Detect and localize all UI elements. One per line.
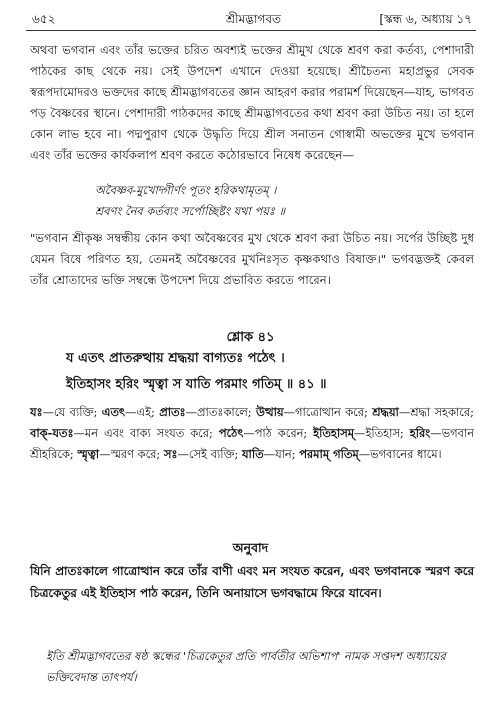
synonym-word: বাক্-যতঃ (30, 426, 74, 440)
synonym-meaning: —গাত্রোত্থান করে; (283, 405, 373, 419)
translation-heading: অনুবাদ (232, 540, 269, 555)
synonym-word: হরিং (409, 426, 431, 440)
page-header (26, 8, 476, 31)
synonym-meaning: —সেই ব্যক্তি; (177, 447, 242, 461)
running-title: শ্রীমদ্ভাগবত (226, 12, 282, 26)
synonym-meaning: —মন এবং বাক্য সংযত করে; (73, 426, 219, 440)
synonym-meaning: —পাঠ করেন; (243, 426, 314, 440)
synonym-meaning: —ভগবান শ্রীহরিকে; (30, 426, 474, 461)
synonym-meaning: —ভগবানের ধামে। (358, 447, 442, 461)
purport-paragraph-2: "ভগবান শ্রীকৃষ্ণ সম্বন্ধীয় কোন কথা অবৈষ্ণবের মুখ থেকে শ্রবণ করা উচিত নয়। সর্পের উচ্ছিষ্ট দুধ যেমন বিষে পরিণত হয়, তেমনই অবৈষ্ণবের মুখনিঃসৃত কৃষ্ণকথাও বিষাক্ত।" ভগবদ্ভক্তই কেবল তাঁর শ্রোতাদের ভক্তি সম্বন্ধে উপদেশ দিয়ে প্রভাবিত করতে পারেন। (30, 231, 474, 287)
synonym-word: স্মৃত্বা (77, 447, 100, 461)
shloka-text (66, 346, 486, 398)
quoted-verse (95, 180, 455, 222)
section-reference: [স্কন্ধ ৬, অধ্যায় ১৭ (379, 12, 472, 26)
synonym-word: পরমাম্ গতিম্ (299, 447, 359, 461)
synonym-word: পঠেৎ (218, 426, 244, 440)
quoted-verse-line-1: অবৈষ্ণব-মুখোদ্গীর্ণং পূতং হরিকথামৃতম্ । (95, 183, 277, 197)
synonym-word: ইতিহাসম্ (313, 426, 355, 440)
quoted-verse-line-2: শ্রবণং নৈব কর্তব্যং সর্পোচ্ছিষ্টং যথা পয়ঃ ॥ (95, 204, 286, 218)
synonym-meaning: —স্মরণ করে; (99, 447, 164, 461)
translation-text: যিনি প্রাতঃকালে গাত্রোত্থান করে তাঁর বাণী এবং মন সংযত করেন, এবং ভগবানকে স্মরণ করে চিত্রকেতুর এই ইতিহাস পাঠ করেন, তিনি অনায়াসে ভগবদ্ধামে ফিরে যাবেন। (30, 564, 474, 600)
purport-paragraph-1: অথবা ভগবান এবং তাঁর ভক্তের চরিত অবশ্যই ভক্তের শ্রীমুখ থেকে শ্রবণ করা কর্তব্য, পেশাদারী পাঠকের কাছ থেকে নয়। সেই উপদেশ এখানে দেওয়া হয়েছে। শ্রীচৈতন্য মহাপ্রভুর সেবক স্বরূপদামোদরও ভক্তদের কাছে শ্রীমদ্ভাগবতের জ্ঞান আহরণ করার পরামর্শ দিয়েছেন—যাহ, ভাগবত পড় বৈষ্ণবের স্থানে। পেশাদারী পাঠকদের কাছে শ্রীমদ্ভাগবতের কথা শ্রবণ করা উচিত নয়। তা হলে কোন লাভ হবে না। পদ্মপুরাণ থেকে উদ্ধৃতি দিয়ে শ্রীল সনাতন গোস্বামী অভক্তের মুখে ভগবান এবং তাঁর ভক্তের কার্যকলাপ শ্রবণ করতে কঠোরভাবে নিষেধ করেছেন— (30, 43, 474, 162)
synonym-word: প্রাতঃ (159, 405, 186, 419)
chapter-colophon: ইতি শ্রীমদ্ভাগবতের ষষ্ঠ স্কন্ধের 'চিত্রকেতুর প্রতি পার্বতীর অভিশাপ' নামক সপ্তদশ অধ্যায়ের ভক্তিবেদান্ত তাৎপর্য। (46, 649, 446, 684)
synonym-word: শ্রদ্ধয়া (372, 405, 399, 419)
synonym-meaning: —যান; (263, 447, 300, 461)
shloka-heading: শ্লোক ৪১ (226, 330, 275, 345)
synonym-word: যঃ (30, 405, 43, 419)
synonym-meaning: —প্রাতঃকালে; (185, 405, 256, 419)
shloka-line-2: ইতিহাসং হরিং স্মৃত্বা স যাতি পরমাং গতিম্ ॥ ৪১ ॥ (66, 377, 327, 392)
synonym-meaning: —যে ব্যক্তি; (42, 405, 102, 419)
synonym-word: সঃ (163, 447, 178, 461)
word-meanings (30, 402, 474, 465)
synonym-word: যাতি (242, 447, 264, 461)
synonym-meaning: —এই; (125, 405, 160, 419)
synonym-word: উত্থায় (255, 405, 284, 419)
synonym-word: এতৎ (101, 405, 126, 419)
synonym-meaning: —শ্রদ্ধা সহকারে; (398, 405, 474, 419)
synonym-meaning: —ইতিহাস; (354, 426, 410, 440)
page-number: ৬৫২ (32, 12, 56, 26)
shloka-line-1: য এতৎ প্রাতরুত্থায় শ্রদ্ধয়া বাগ্যতঃ পঠেৎ । (66, 351, 285, 366)
